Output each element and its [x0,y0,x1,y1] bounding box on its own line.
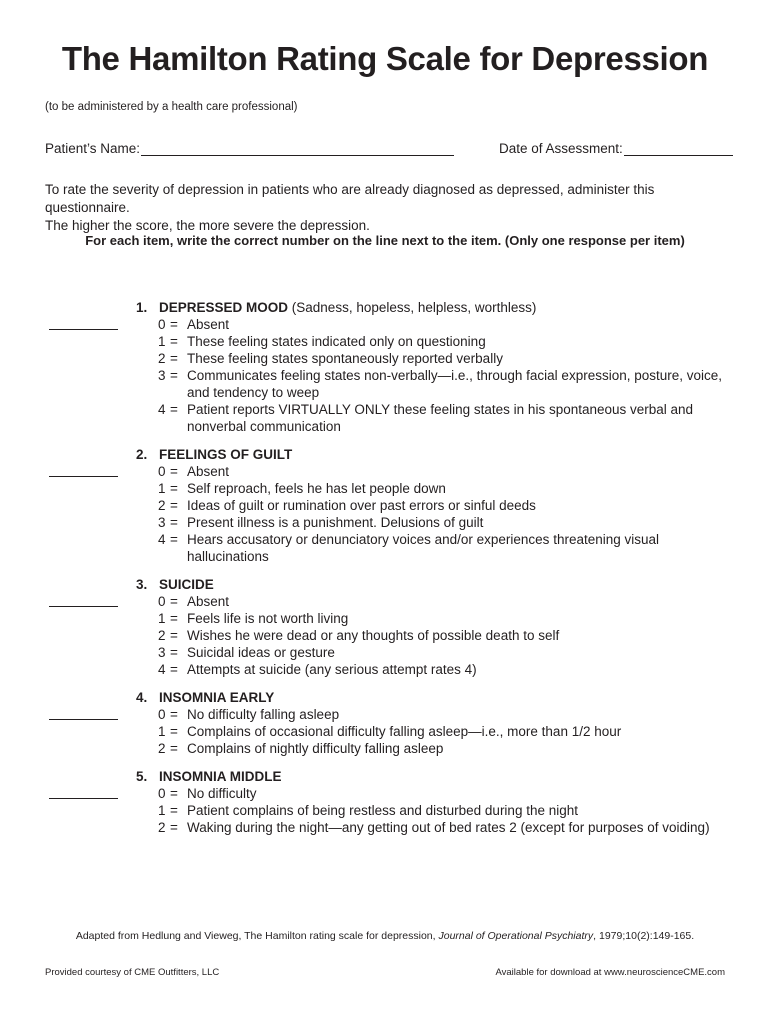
option-row [0,593,770,610]
option-value: 0 [158,317,166,332]
option-text: Complains of occasional difficulty falling asleep—i.e., more than 1/2 hour [187,724,622,739]
option-value: 0 [158,464,166,479]
item-title: FEELINGS OF GUILT [159,447,293,462]
patient-name-row [45,141,454,156]
equals-sign: = [170,594,178,609]
equals-sign: = [170,515,178,530]
equals-sign: = [170,498,178,513]
item-title: INSOMNIA EARLY [159,690,275,705]
option-value: 1 [158,803,166,818]
option-value: 4 [158,402,166,417]
patient-name-line [141,141,454,156]
option-text: Patient complains of being restless and disturbed during the night [187,803,578,818]
item-description: (Sadness, hopeless, helpless, worthless) [288,300,537,315]
patient-name-field[interactable] [141,142,454,156]
option-value: 1 [158,334,166,349]
option-value: 2 [158,628,166,643]
citation-prefix: Adapted from Hedlung and Vieweg, The Hamilton rating scale for depression, [75,930,439,942]
option-row [0,706,770,723]
equals-sign: = [170,628,178,643]
option-text: Absent [187,464,230,479]
option-value: 0 [158,594,166,609]
date-label: Date of Assessment: [499,141,623,156]
download-note: Available for download at www.neuroscienceCME.com [495,967,725,978]
equals-sign: = [170,402,178,417]
item-heading [0,446,770,463]
equals-sign: = [170,645,178,660]
option-value: 1 [158,481,166,496]
option-text: No difficulty [187,786,257,801]
item-title: INSOMNIA MIDDLE [159,769,282,784]
item-title: DEPRESSED MOOD [159,300,289,315]
option-text: Wishes he were dead or any thoughts of possible death to self [187,628,560,643]
equals-sign: = [170,532,178,547]
option-row [0,367,770,401]
option-value: 2 [158,741,166,756]
instruction-text: For each item, write the correct number on the line next to the item. (Only one response per item) [85,233,685,248]
date-row [499,141,733,156]
option-text: These feeling states spontaneously reported verbally [187,351,503,366]
option-row [0,627,770,644]
option-text: Suicidal ideas or gesture [187,645,335,660]
option-value: 4 [158,532,166,547]
option-text: Patient reports VIRTUALLY ONLY these feeling states in his spontaneous verbal and nonverbal communication [187,402,694,434]
intro-line-1: To rate the severity of depression in patients who are already diagnosed as depressed, administer this questionnaire. [45,182,655,215]
rating-item [0,768,770,836]
option-text: No difficulty falling asleep [187,707,340,722]
citation-journal: Journal of Operational Psychiatry [438,930,594,942]
equals-sign: = [170,611,178,626]
option-value: 2 [158,498,166,513]
page-subtitle: (to be administered by a health care professional) [45,101,298,113]
equals-sign: = [170,662,178,677]
equals-sign: = [170,724,178,739]
provided-by: Provided courtesy of CME Outfitters, LLC [45,967,220,978]
equals-sign: = [170,707,178,722]
item-title: SUICIDE [159,577,214,592]
rating-item [0,576,770,678]
option-value: 4 [158,662,166,677]
option-row [0,610,770,627]
equals-sign: = [170,786,178,801]
intro-line-2: The higher the score, the more severe the depression. [45,218,370,233]
equals-sign: = [170,351,178,366]
option-text: Waking during the night—any getting out of bed rates 2 (except for purposes of voiding) [187,820,710,835]
rating-items [0,299,770,847]
option-value: 2 [158,351,166,366]
option-text: Attempts at suicide (any serious attempt rates 4) [187,662,477,677]
option-value: 0 [158,786,166,801]
option-value: 2 [158,820,166,835]
option-row [0,316,770,333]
option-text: Absent [187,317,230,332]
option-row [0,531,770,565]
item-heading [0,299,770,316]
option-value: 1 [158,724,166,739]
rating-item [0,446,770,565]
equals-sign: = [170,317,178,332]
page-title: The Hamilton Rating Scale for Depression [61,40,709,77]
option-row [0,661,770,678]
citation-suffix: , 1979;10(2):149-165. [593,930,695,942]
option-row [0,740,770,757]
option-row [0,802,770,819]
item-number: 3. [136,577,148,592]
option-row [0,514,770,531]
equals-sign: = [170,481,178,496]
option-text: Absent [187,594,230,609]
option-row [0,819,770,836]
option-row [0,497,770,514]
option-text: Complains of nightly difficulty falling asleep [187,741,444,756]
option-value: 3 [158,515,166,530]
option-value: 1 [158,611,166,626]
equals-sign: = [170,741,178,756]
equals-sign: = [170,803,178,818]
equals-sign: = [170,464,178,479]
patient-name-label: Patient’s Name: [45,141,141,156]
option-row [0,350,770,367]
date-field[interactable] [624,142,733,156]
citation [0,930,770,942]
option-text: Feels life is not worth living [187,611,349,626]
option-value: 3 [158,368,166,383]
option-text: These feeling states indicated only on questioning [187,334,486,349]
option-row [0,723,770,740]
option-row [0,463,770,480]
item-number: 4. [136,690,148,705]
item-number: 1. [136,300,148,315]
option-row [0,785,770,802]
option-text: Hears accusatory or denunciatory voices and/or experiences threatening visual hallucinations [187,532,660,564]
option-row [0,644,770,661]
item-heading [0,768,770,785]
option-row [0,401,770,435]
intro-text [45,181,735,235]
item-heading [0,689,770,706]
option-row [0,333,770,350]
option-text: Self reproach, feels he has let people down [187,481,446,496]
option-value: 3 [158,645,166,660]
option-text: Communicates feeling states non-verbally—i.e., through facial expression, posture, voice, and tendency to weep [187,368,723,400]
option-text: Present illness is a punishment. Delusions of guilt [187,515,484,530]
equals-sign: = [170,334,178,349]
item-number: 2. [136,447,148,462]
equals-sign: = [170,368,178,383]
item-heading [0,576,770,593]
item-number: 5. [136,769,148,784]
rating-item [0,299,770,435]
option-row [0,480,770,497]
equals-sign: = [170,820,178,835]
option-text: Ideas of guilt or rumination over past errors or sinful deeds [187,498,536,513]
option-value: 0 [158,707,166,722]
rating-item [0,689,770,757]
date-line [624,141,733,156]
